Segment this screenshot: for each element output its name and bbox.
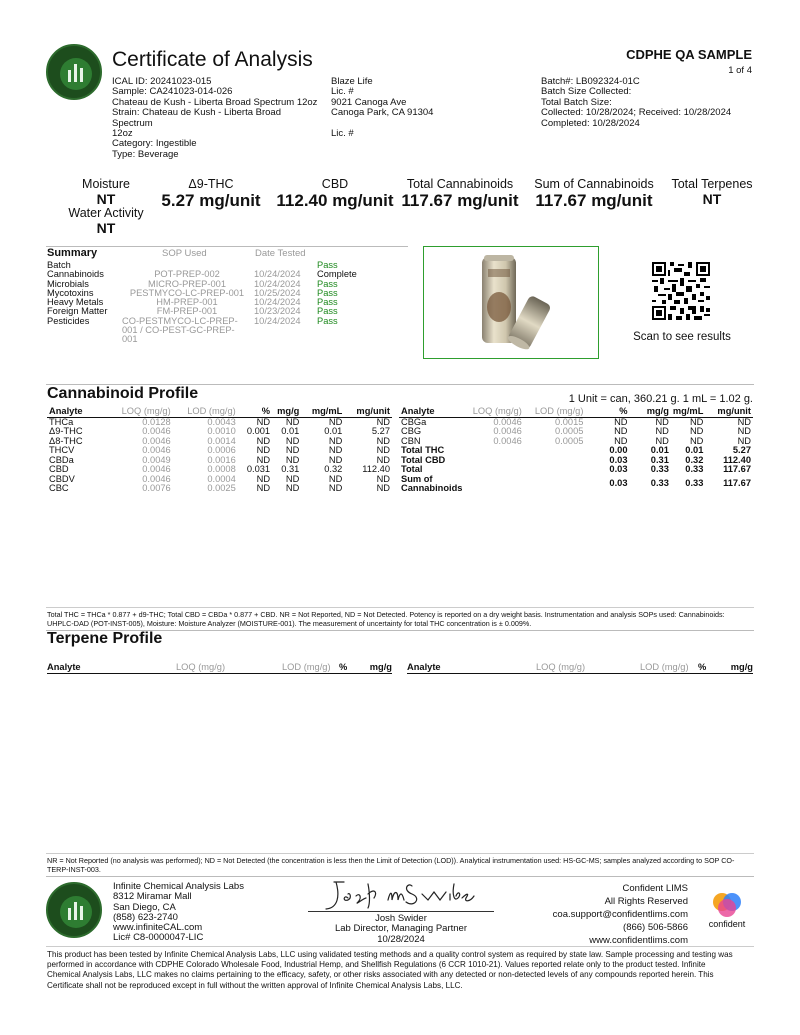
cell-value: 0.33 — [685, 464, 704, 474]
metric-d9-thc — [155, 178, 267, 210]
disclaimer-line: performed in accordance with CDPHE Colorado Wholesale Food, Industrial Hemp, and Shellfish Regulations (6 CCR 1010-21). Values reported relate only to the product tested. Infinite — [47, 960, 706, 970]
col-header: LOD (mg/g) — [524, 407, 586, 417]
summary-sop: PESTMYCO-LC-PREP-001 — [129, 287, 245, 298]
metric-label: CBD — [321, 177, 349, 191]
cell-value: ND — [285, 483, 300, 493]
cell-value: 0.0128 — [142, 416, 171, 427]
cell-value: 117.67 — [723, 477, 751, 488]
signer-line: 10/28/2024 — [377, 933, 425, 945]
product-image — [423, 246, 599, 359]
cell-value — [524, 446, 586, 456]
summary-row — [47, 317, 377, 326]
metric-value: NT — [96, 219, 116, 236]
cell-value: ND — [285, 445, 300, 455]
batch-line: Batch Size Collected: — [541, 86, 632, 98]
cannabinoid-table-left — [47, 407, 392, 494]
lab-line: Lic# C8-0000047-LIC — [113, 932, 204, 944]
lab-line: www.infiniteCAL.com — [113, 922, 203, 934]
metric-label: Moisture — [82, 177, 130, 191]
footnote-line: UHPLC-DAD (POT-INST-005), Moisture: Moisture Analyzer (MOISTURE-001). The measurement of uncertainty for total THC concentration is ± 0.009%. — [47, 619, 532, 628]
client-line: 9021 Canoga Ave — [331, 96, 407, 108]
col-header: mg/g — [272, 407, 301, 417]
cell-value — [524, 456, 586, 466]
terpene-header-right — [407, 662, 753, 674]
metric-value: 5.27 mg/unit — [161, 190, 261, 210]
summary-name: Batch — [47, 260, 71, 270]
info-line: Category: Ingestible — [112, 138, 197, 150]
cell-value: 0.001 — [246, 426, 271, 436]
batch-info — [541, 77, 731, 129]
cell-value: ND — [285, 435, 300, 446]
cell-value: 117.67 — [723, 464, 751, 474]
col-header: % — [238, 407, 272, 417]
col-header: mg/unit — [705, 407, 753, 417]
cell-value: 0.0046 — [493, 416, 522, 427]
summary-date: 10/24/2024 — [254, 278, 301, 289]
cell-value: 112.40 — [723, 454, 751, 465]
cell-value: 0.0005 — [555, 435, 584, 446]
metric-label: Total Terpenes — [671, 177, 753, 191]
confident-logo-text: confident — [708, 919, 746, 930]
client-line: Lic. # — [331, 128, 354, 140]
cell-value: 0.0004 — [207, 473, 236, 484]
cell-value — [471, 446, 524, 456]
col-header: mg/unit — [344, 407, 392, 417]
col-header: mg/mL — [672, 406, 704, 416]
cell-value: 0.32 — [324, 464, 343, 474]
cell-value: 0.33 — [650, 477, 669, 488]
summary-name: Pesticides — [47, 315, 90, 326]
cell-value: ND — [376, 445, 390, 455]
analyte-name: Total THC — [401, 445, 445, 455]
cell-value: ND — [285, 473, 300, 484]
cell-value: 0.01 — [324, 426, 343, 436]
cell-value: 0.0006 — [207, 445, 236, 455]
col-header: Analyte — [399, 407, 471, 417]
metric-sum-cannabinoids — [528, 178, 660, 210]
cell-value: 0.0046 — [142, 464, 171, 474]
metric-total-cannabinoids — [396, 178, 524, 210]
cell-value: 0.0046 — [493, 426, 522, 436]
metric-value: 112.40 mg/unit — [276, 190, 394, 210]
summary-result: Pass — [317, 315, 338, 326]
disclaimer — [47, 950, 757, 991]
analyte-name: THCV — [49, 445, 75, 455]
cell-value: ND — [328, 473, 343, 484]
lims-contact — [553, 882, 688, 947]
analyte-name: CBDa — [49, 454, 74, 465]
cell-value: ND — [328, 483, 343, 493]
metric-value: NT — [96, 190, 116, 207]
summary-sop: HM-PREP-001 — [156, 297, 218, 308]
cell-value: ND — [737, 416, 751, 427]
metric-cbd — [271, 178, 399, 210]
lab-contact — [113, 882, 244, 944]
lab-line: San Diego, CA — [113, 901, 176, 913]
summary-date-header: Date Tested — [255, 248, 306, 259]
cell-value: 0.031 — [246, 464, 271, 474]
cell-value: ND — [256, 435, 271, 446]
summary-sop: POT-PREP-002 — [154, 269, 220, 280]
metric-value: NT — [702, 190, 722, 207]
col-header: mg/mL — [301, 407, 344, 417]
cell-value: ND — [689, 435, 704, 446]
summary-date: 10/24/2024 — [254, 269, 301, 280]
cell-value: ND — [328, 416, 343, 427]
cannabinoid-table-right — [399, 407, 753, 493]
metric-moisture — [56, 178, 156, 236]
cell-value: 0.0046 — [493, 435, 522, 446]
terpene-header-left — [47, 662, 392, 674]
cell-value: ND — [614, 416, 628, 427]
cell-value: 0.33 — [650, 464, 669, 474]
cell-value: ND — [256, 445, 271, 455]
page-title: Certificate of Analysis — [112, 48, 313, 71]
qr-caption: Scan to see results — [633, 331, 731, 343]
analyte-name: Total CBD — [401, 454, 446, 465]
metric-label: Water Activity — [68, 206, 144, 221]
cell-value: 0.03 — [609, 464, 628, 474]
cell-value: ND — [737, 435, 751, 446]
analyte-name: Total — [401, 464, 423, 474]
cell-value: ND — [285, 454, 300, 465]
summary-name: Microbials — [47, 278, 89, 289]
metric-label: Sum of Cannabinoids — [534, 177, 654, 191]
disclaimer-line: Certificate shall not be reproduced except in full without the written approval of Infinite Chemical Analysis Labs, LLC. — [47, 980, 463, 990]
info-line: ICAL ID: 20241023-015 — [112, 76, 212, 87]
col-header: LOQ (mg/g) — [536, 662, 586, 672]
lab-logo — [46, 44, 102, 100]
col-header: mg/g — [730, 662, 753, 672]
analyte-name: CBD — [49, 464, 69, 474]
client-line: Lic. # — [331, 86, 354, 98]
cell-value: 0.01 — [650, 445, 669, 455]
col-header: LOQ (mg/g) — [104, 407, 172, 417]
cell-value: ND — [256, 483, 271, 493]
cell-value: 0.0008 — [207, 464, 236, 474]
analyte-name: CBGa — [401, 416, 427, 427]
cannabinoid-title: Cannabinoid Profile — [47, 385, 199, 402]
summary-sop: CO-PESTMYCO-LC-PREP- — [122, 315, 238, 326]
cell-value: ND — [655, 426, 669, 436]
cell-value: ND — [328, 435, 343, 446]
cell-value: ND — [285, 416, 300, 427]
cell-value: 0.0025 — [207, 483, 236, 493]
footnote-line: Total THC = THCa * 0.877 + d9-THC; Total CBD = CBDa * 0.877 + CBD. NR = Not Reported, ND = Not Detected. Potency is reported on a dry weight basis. Instrumentation and analysis SOPs used: Cannabinoids: — [47, 610, 725, 619]
cell-value: 0.33 — [685, 477, 704, 488]
cell-value: ND — [614, 435, 628, 446]
footer-lab-logo — [46, 882, 102, 938]
logo-emblem — [60, 58, 92, 90]
summary-result: Pass — [317, 287, 338, 298]
signer-line: Josh Swider — [375, 913, 427, 924]
analyte-name-line: Cannabinoids — [401, 482, 463, 493]
summary-title: Summary — [47, 247, 98, 259]
summary-sop-cont: 001 — [122, 334, 138, 345]
cell-value — [471, 465, 524, 475]
table-row — [47, 484, 392, 494]
summary-name: Cannabinoids — [47, 269, 104, 280]
cell-value: ND — [689, 416, 704, 427]
col-header: % — [585, 407, 629, 417]
lims-line: All Rights Reserved — [604, 896, 688, 907]
cell-value: 0.0046 — [142, 435, 171, 446]
analyte-name: Δ8-THC — [49, 435, 83, 446]
cell-value: 0.0046 — [142, 473, 171, 484]
col-header: LOD (mg/g) — [282, 662, 331, 672]
cell-value: 0.03 — [609, 477, 628, 488]
client-info — [331, 77, 433, 139]
sample-info — [112, 77, 322, 160]
cell-value: 0.0005 — [555, 426, 584, 436]
metric-total-terpenes — [666, 178, 758, 207]
cell-value: 112.40 — [362, 464, 390, 474]
batch-line: Completed: 10/28/2024 — [541, 117, 640, 129]
col-header: Analyte — [47, 662, 81, 672]
lims-line: Confident LIMS — [622, 883, 688, 894]
cell-value: ND — [614, 426, 628, 436]
cell-value: 0.01 — [281, 426, 300, 436]
analyte-name: CBN — [401, 435, 421, 446]
summary-sop-cont: 001 / CO-PEST-GC-PREP- — [122, 325, 235, 336]
cell-value — [471, 456, 524, 466]
info-line: Chateau de Kush - Liberta Broad Spectrum 12oz — [112, 96, 318, 108]
info-line: Type: Beverage — [112, 148, 179, 160]
signer-line: Lab Director, Managing Partner — [334, 923, 468, 935]
col-header: mg/g — [369, 662, 392, 672]
summary-result: Pass — [317, 260, 338, 270]
terpene-title: Terpene Profile — [47, 630, 163, 647]
cell-value: ND — [376, 454, 390, 465]
summary-result: Pass — [317, 306, 338, 317]
cell-value: 0.0076 — [142, 483, 171, 493]
cell-value: ND — [376, 483, 390, 493]
summary-table — [47, 261, 377, 345]
summary-date: 10/25/2024 — [254, 287, 301, 298]
terpene-footnote — [47, 856, 757, 874]
summary-date: 10/24/2024 — [254, 315, 301, 326]
cell-value: ND — [376, 435, 390, 446]
summary-result: Pass — [317, 297, 338, 308]
cell-value: ND — [328, 445, 343, 455]
info-line: Sample: CA241023-014-026 — [112, 86, 233, 98]
lims-line[interactable]: www.confidentlims.com — [589, 935, 688, 946]
disclaimer-line: This product has been tested by Infinite Chemical Analysis Labs, LLC using validated testing methods and a quality control system as required by state law. Sample processing and testing was — [47, 950, 733, 959]
cell-value: ND — [655, 435, 669, 446]
analyte-name: Δ9-THC — [49, 426, 83, 436]
col-header: % — [698, 662, 707, 672]
metric-value: 117.67 mg/unit — [401, 190, 519, 210]
metric-value: 117.67 mg/unit — [535, 190, 653, 210]
cell-value: ND — [655, 416, 669, 427]
confident-logo-icon — [702, 890, 752, 918]
summary-name: Heavy Metals — [47, 297, 104, 308]
cell-value: 0.0016 — [207, 454, 236, 465]
qr-code[interactable] — [652, 262, 710, 320]
summary-name: Mycotoxins — [47, 287, 94, 298]
qr-code-graphic — [652, 262, 710, 320]
analyte-name: CBC — [49, 483, 69, 493]
batch-line: Collected: 10/28/2024; Received: 10/28/2024 — [541, 107, 732, 119]
lab-line: (858) 623-2740 — [113, 911, 178, 923]
client-line: Canoga Park, CA 91304 — [331, 107, 434, 119]
signer-info — [300, 914, 502, 945]
col-header: Analyte — [407, 662, 441, 672]
cell-value: 0.0014 — [207, 435, 236, 446]
col-header: LOD (mg/g) — [640, 662, 689, 672]
col-header: LOQ (mg/g) — [472, 406, 522, 416]
cell-value: 0.31 — [650, 454, 669, 465]
confident-logo — [702, 890, 752, 930]
cell-value: 0.0046 — [142, 426, 171, 436]
unit-note: 1 Unit = can, 360.21 g. 1 mL = 1.02 g. — [568, 393, 753, 405]
analyte-name — [399, 475, 471, 493]
batch-line: Total Batch Size: — [541, 96, 612, 108]
analyte-name: CBG — [401, 426, 422, 436]
lims-line[interactable]: coa.support@confidentlims.com — [552, 909, 688, 920]
cell-value: 5.27 — [371, 426, 390, 436]
cell-value: ND — [689, 426, 704, 436]
cell-value — [524, 465, 586, 475]
lab-line: 8312 Miramar Mall — [113, 891, 192, 903]
cell-value: ND — [376, 416, 390, 427]
col-header: % — [339, 662, 348, 672]
cell-value: 0.00 — [609, 445, 628, 455]
info-line: 12oz — [112, 128, 133, 140]
info-line: Strain: Chateau de Kush - Liberta Broad Spectrum — [112, 107, 281, 129]
cell-value: 0.0049 — [142, 454, 171, 465]
cell-value: ND — [256, 416, 271, 427]
summary-sop: MICRO-PREP-001 — [147, 278, 226, 289]
metric-label: Δ9-THC — [188, 177, 234, 191]
cell-value: ND — [328, 454, 343, 465]
beverage-can-photo — [424, 247, 600, 360]
cell-value: 5.27 — [732, 445, 751, 455]
col-header: LOD (mg/g) — [173, 407, 238, 417]
footnote-line: TERP-INST-003. — [47, 865, 101, 874]
summary-result: Complete — [317, 269, 357, 280]
batch-line: Batch#: LB092324-01C — [541, 76, 640, 87]
analyte-name-line: Sum of — [401, 473, 433, 484]
cell-value: 0.32 — [685, 454, 704, 465]
cell-value: 0.0043 — [207, 416, 236, 427]
summary-sop: FM-PREP-001 — [156, 306, 218, 317]
cell-value: 0.0010 — [207, 426, 236, 436]
disclaimer-line: Chemical Analysis Labs, LLC makes no claims pertaining to the efficacy, safety, or other risks associated with any detected or non-detected levels of any compounds reported herein. This — [47, 970, 714, 980]
metric-label: Total Cannabinoids — [406, 177, 514, 191]
logo-emblem — [60, 896, 92, 928]
cell-value: 0.03 — [609, 454, 628, 465]
summary-date: 10/24/2024 — [254, 297, 301, 308]
cell-value: 0.01 — [685, 445, 704, 455]
cell-value: 0.31 — [281, 464, 300, 474]
summary-name: Foreign Matter — [47, 306, 108, 317]
table-header-row — [47, 407, 392, 417]
analyte-name: CBDV — [49, 473, 75, 484]
analyte-name: THCa — [49, 416, 74, 427]
cell-value: 0.0046 — [142, 445, 171, 455]
cell-value: ND — [256, 454, 271, 465]
signature-graphic — [318, 876, 478, 912]
cell-value: ND — [737, 426, 751, 436]
footnote-line: NR = Not Reported (no analysis was performed); ND = Not Detected (the concentration is less then the Limit of Detection (LOD)). Analytical instrumentation used: HS-GC-MS; samples analyzed according to SOP CO- — [47, 856, 735, 865]
qa-sample-tag: CDPHE QA SAMPLE — [626, 47, 752, 62]
col-header: mg/g — [630, 407, 671, 417]
lims-line: (866) 506-5866 — [623, 922, 688, 933]
summary-result: Pass — [317, 278, 338, 289]
cell-value: ND — [256, 473, 271, 484]
col-header: LOQ (mg/g) — [176, 662, 226, 672]
cell-value: ND — [376, 473, 390, 484]
signature — [318, 876, 478, 912]
client-line: Blaze Life — [331, 76, 373, 87]
lab-line: Infinite Chemical Analysis Labs — [113, 881, 244, 892]
summary-sop-header: SOP Used — [162, 248, 207, 259]
table-row-sum — [399, 475, 753, 493]
cell-value: 0.0015 — [555, 416, 584, 427]
table-row — [399, 465, 753, 475]
summary-date: 10/23/2024 — [254, 306, 301, 317]
table-header-row — [399, 407, 753, 417]
page-number: 1 of 4 — [728, 65, 752, 76]
cannabinoid-footnote — [47, 610, 757, 628]
col-header: Analyte — [47, 407, 104, 417]
